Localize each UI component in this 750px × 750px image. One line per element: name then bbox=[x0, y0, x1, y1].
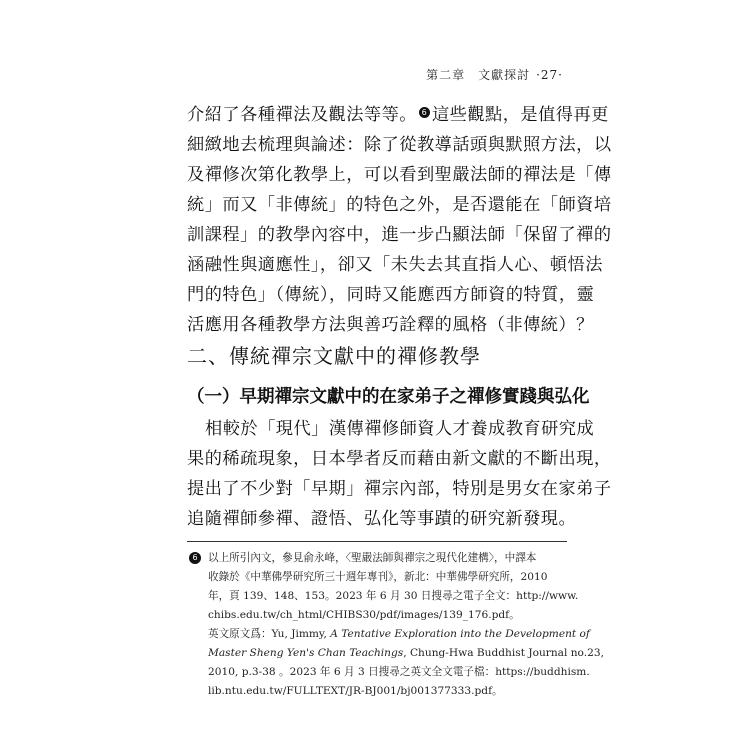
footnote-line: 年，頁 139、148、153。2023 年 6 月 30 日搜尋之電子全文：http://www. bbox=[208, 590, 579, 602]
body-line bbox=[187, 104, 609, 126]
footnote-text: 英文原文爲：Yu, Jimmy, bbox=[208, 628, 331, 640]
body-line: 提出了不少對「早期」禪宗內部，特別是男女在家弟子 bbox=[187, 479, 612, 499]
body-line: 訓課程」的教學內容中，進一步凸顯法師「保留了禪的 bbox=[187, 225, 612, 245]
subsection-heading: （一）早期禪宗文獻中的在家弟子之禪修實踐與弘化 bbox=[187, 387, 590, 407]
body-text: 介紹了各種禪法及觀法等等。 bbox=[187, 105, 417, 125]
footnote-reference[interactable]: 6 bbox=[419, 107, 430, 118]
footnote-title-italic: Master Sheng Yen's Chan Teachings bbox=[208, 647, 404, 659]
chapter-title: 第二章 文獻探討 bbox=[426, 68, 531, 82]
footnote-url[interactable]: chibs.edu.tw/ch_html/CHIBS30/pdf/images/139_176.pdf。 bbox=[208, 609, 520, 621]
body-line: 統」而又「非傳統」的特色之外，是否還能在「師資培 bbox=[187, 195, 612, 215]
body-line: 活應用各種教學方法與善巧詮釋的風格（非傳統）？ bbox=[187, 315, 594, 335]
footnote-text: , Chung-Hwa Buddhist Journal no.23, bbox=[403, 647, 604, 659]
footnote-divider bbox=[187, 541, 567, 542]
body-line: 追隨禪師參禪、證悟、弘化等事蹟的研究新發現。 bbox=[187, 509, 577, 529]
body-line: 細緻地去梳理與論述：除了從教導話頭與默照方法，以 bbox=[187, 135, 612, 155]
footnote-line[interactable] bbox=[208, 608, 520, 622]
running-head bbox=[426, 66, 563, 83]
footnote-line: 2010, p.3-38 。2023 年 6 月 3 日搜尋之英文全文電子檔：https://buddhism. bbox=[208, 666, 590, 678]
footnote-line: 以上所引內文，參見俞永峰，〈聖嚴法師與禪宗之現代化建構〉，中譯本 bbox=[208, 552, 537, 564]
body-line: 涵融性與適應性」，卻又「未失去其直指人心、頓悟法 bbox=[187, 255, 603, 275]
footnote-line bbox=[208, 646, 604, 660]
body-line: 果的稀疏現象，日本學者反而藉由新文獻的不斷出現， bbox=[187, 449, 612, 469]
footnote-url[interactable]: lib.ntu.edu.tw/FULLTEXT/JR-BJ001/bj001377333.pdf。 bbox=[208, 685, 503, 697]
footnote-title-italic: A Tentative Exploration into the Development of bbox=[330, 628, 590, 640]
section-heading: 二、傳統禪宗文獻中的禪修教學 bbox=[187, 344, 481, 368]
page-number: ·27· bbox=[536, 68, 563, 82]
body-text: 這些觀點，是值得再更 bbox=[431, 105, 609, 125]
body-line: 相較於「現代」漢傳禪修師資人才養成教育研究成 bbox=[205, 419, 595, 439]
body-line: 及禪修次第化教學上，可以看到聖嚴法師的禪法是「傳 bbox=[187, 165, 612, 185]
body-line: 門的特色」（傳統），同時又能應西方師資的特質，靈 bbox=[187, 285, 595, 305]
footnote-line bbox=[208, 627, 590, 641]
footnote-line: 收錄於《中華佛學研究所三十週年專刊》，新北：中華佛學研究所，2010 bbox=[208, 571, 548, 583]
footnote-marker: 6 bbox=[189, 552, 201, 564]
